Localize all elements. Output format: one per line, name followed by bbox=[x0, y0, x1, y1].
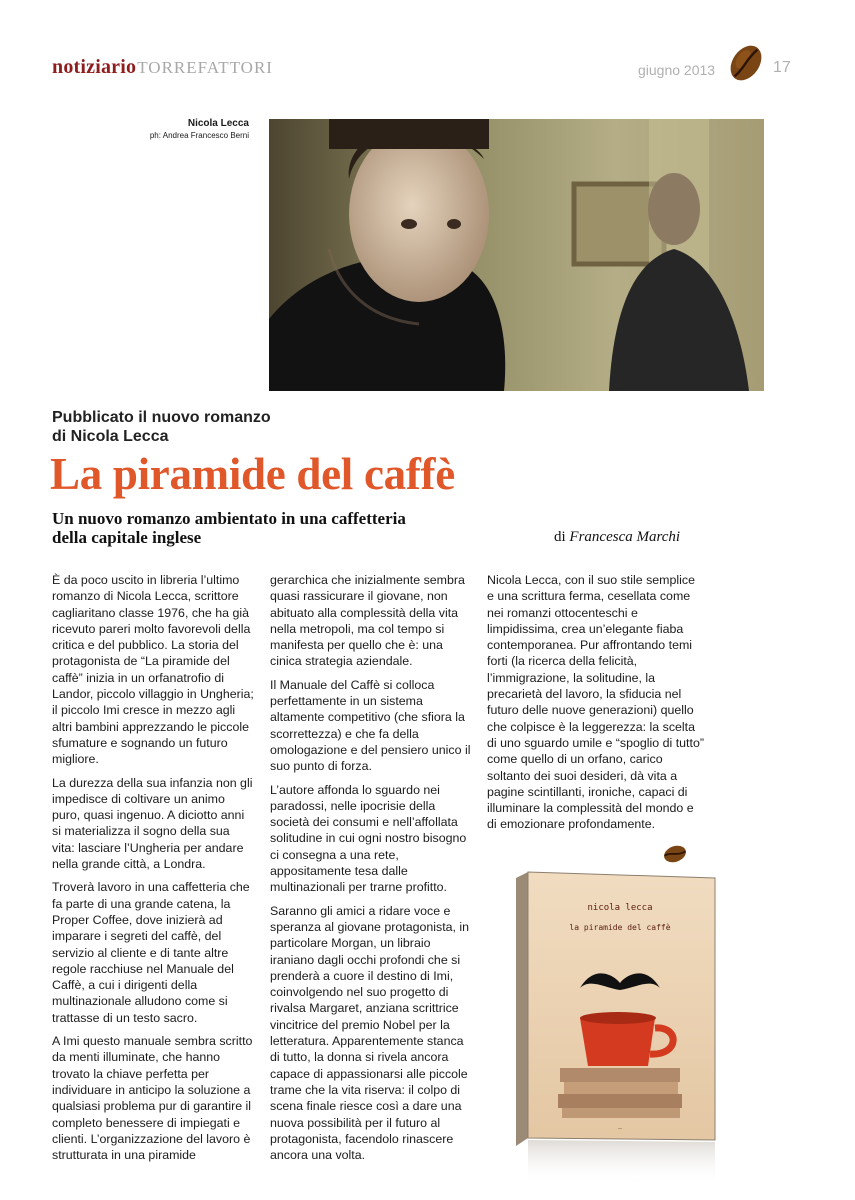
photo-caption-credit: ph: Andrea Francesco Berni bbox=[149, 131, 249, 140]
subtitle-line: Un nuovo romanzo ambientato in una caffetteria bbox=[52, 509, 406, 528]
subtitle-line: della capitale inglese bbox=[52, 528, 202, 547]
paragraph: Il Manuale del Caffè si colloca perfettamente in un sistema altamente competitivo (che sfiora la scorrettezza) e che fa della omologazione e del pensiero unico il suo punto di forza. bbox=[270, 677, 471, 774]
kicker-line: Pubblicato il nuovo romanzo bbox=[52, 409, 271, 426]
author-photo bbox=[269, 119, 764, 391]
article-kicker bbox=[52, 408, 271, 446]
page-number: 17 bbox=[773, 59, 791, 76]
paragraph: L’autore affonda lo sguardo nei paradossi, nelle ipocrisie della società dei consumi e nell’affollata solitudine in cui ogni nostro bisogno ci consegna a una rete, appositamente tesa dalle multinazionali per trarne profitto. bbox=[270, 782, 467, 895]
issue-date: giugno 2013 bbox=[638, 62, 716, 78]
paragraph: Troverà lavoro in una caffetteria che fa parte di una grande catena, la Proper Coffee, dove inizierà ad imparare i segreti del caffè, del servizio al cliente e di tante altre regole racchiuse nel Manuale del Caffè, a cui i dirigenti della multinazionale alludono come si trattasse di un testo sacro. bbox=[52, 880, 250, 1025]
book-title: la piramide del caffè bbox=[569, 923, 671, 932]
book-author: nicola lecca bbox=[587, 903, 653, 913]
masthead-sub: TORREFATTORI bbox=[137, 58, 273, 77]
paragraph: A Imi questo manuale sembra scritto da menti illuminate, che hanno trovato la chiave perfetta per individuare in anticipo la soluzione a qualsiasi problema pur di garantire il completo benessere di impiegati e clienti. L’organizzazione del lavoro è strutturata in una piramide bbox=[52, 1034, 253, 1163]
paragraph: Saranno gli amici a ridare voce e speranza al giovane protagonista, in particolare Morgan, un libraio iraniano dagli occhi profondi che si prenderà a cuore il destino di Imi, coinvolgendo nel suo progetto di rivalsa Margaret, anziana scrittrice vincitrice del premio Nobel per la letteratura. Apparentemente stanca di tutto, la donna si rivela ancora capace di appassionarsi alle piccole trame che la vita riserva: il colpo di scena finale riesce così a dare una nuova possibilità per il futuro al protagonista, facendolo rinascere ancora una volta. bbox=[270, 903, 470, 1163]
byline-prefix: di bbox=[554, 529, 566, 545]
masthead-brand: notiziario bbox=[52, 56, 137, 78]
article-column-1 bbox=[52, 572, 254, 1170]
book-cover bbox=[510, 868, 740, 1188]
coffee-bean-icon bbox=[662, 841, 688, 867]
svg-text:—: — bbox=[618, 1126, 622, 1131]
paragraph: gerarchica che inizialmente sembra quasi rassicurare il giovane, non abituato alla complessità della vita nella metropoli, ma col tempo si manifesta per quello che è: una cinica strategia aziendale. bbox=[270, 573, 465, 669]
kicker-line: di Nicola Lecca bbox=[52, 428, 169, 445]
article-title: La piramide del caffè bbox=[50, 449, 455, 499]
article-column-2 bbox=[270, 572, 472, 1170]
masthead bbox=[52, 56, 273, 79]
photo-caption-name: Nicola Lecca bbox=[187, 118, 249, 129]
photo-caption bbox=[49, 118, 249, 140]
article-subtitle bbox=[52, 509, 406, 547]
article-column-3 bbox=[487, 572, 705, 840]
paragraph: È da poco uscito in libreria l’ultimo romanzo di Nicola Lecca, scrittore cagliaritano classe 1976, che ha già ricevuto pareri molto favorevoli della critica e del pubblico. La storia del protagonista de “La piramide del caffè” inizia in un orfanatrofio di Landor, piccolo villaggio in Ungheria; il piccolo Imi cresce in mezzo agli altri bambini apprezzando le piccole sfumature e sognando un futuro migliore. bbox=[52, 573, 254, 767]
paragraph: La durezza della sua infanzia non gli impedisce di coltivare un animo puro, quasi ingenuo. A diciotto anni si materializza il sogno della sua vita: lasciare l’Ungheria per andare nella grande città, a Londra. bbox=[52, 775, 253, 872]
byline bbox=[554, 529, 680, 546]
paragraph: Nicola Lecca, con il suo stile semplice e una scrittura ferma, cesellata come nei romanzi ottocenteschi e limpidissima, crea un’elegante fiaba contemporanea. Pur affrontando temi forti (la ricerca della felicità, l’immigrazione, la solitudine, la precarietà del lavoro, la sfiducia nel futuro delle nuove generazioni) quello che colpisce è la leggerezza: la scelta di uno sguardo umile e “spoglio di tutto” come quello di un orfano, carico soltanto dei suoi desideri, dà vita a pagine scintillanti, ironiche, capaci di illuminare la complessità del mondo e di emozionare profondamente. bbox=[487, 573, 704, 832]
byline-author: Francesca Marchi bbox=[569, 529, 681, 545]
coffee-bean-icon bbox=[727, 42, 765, 84]
